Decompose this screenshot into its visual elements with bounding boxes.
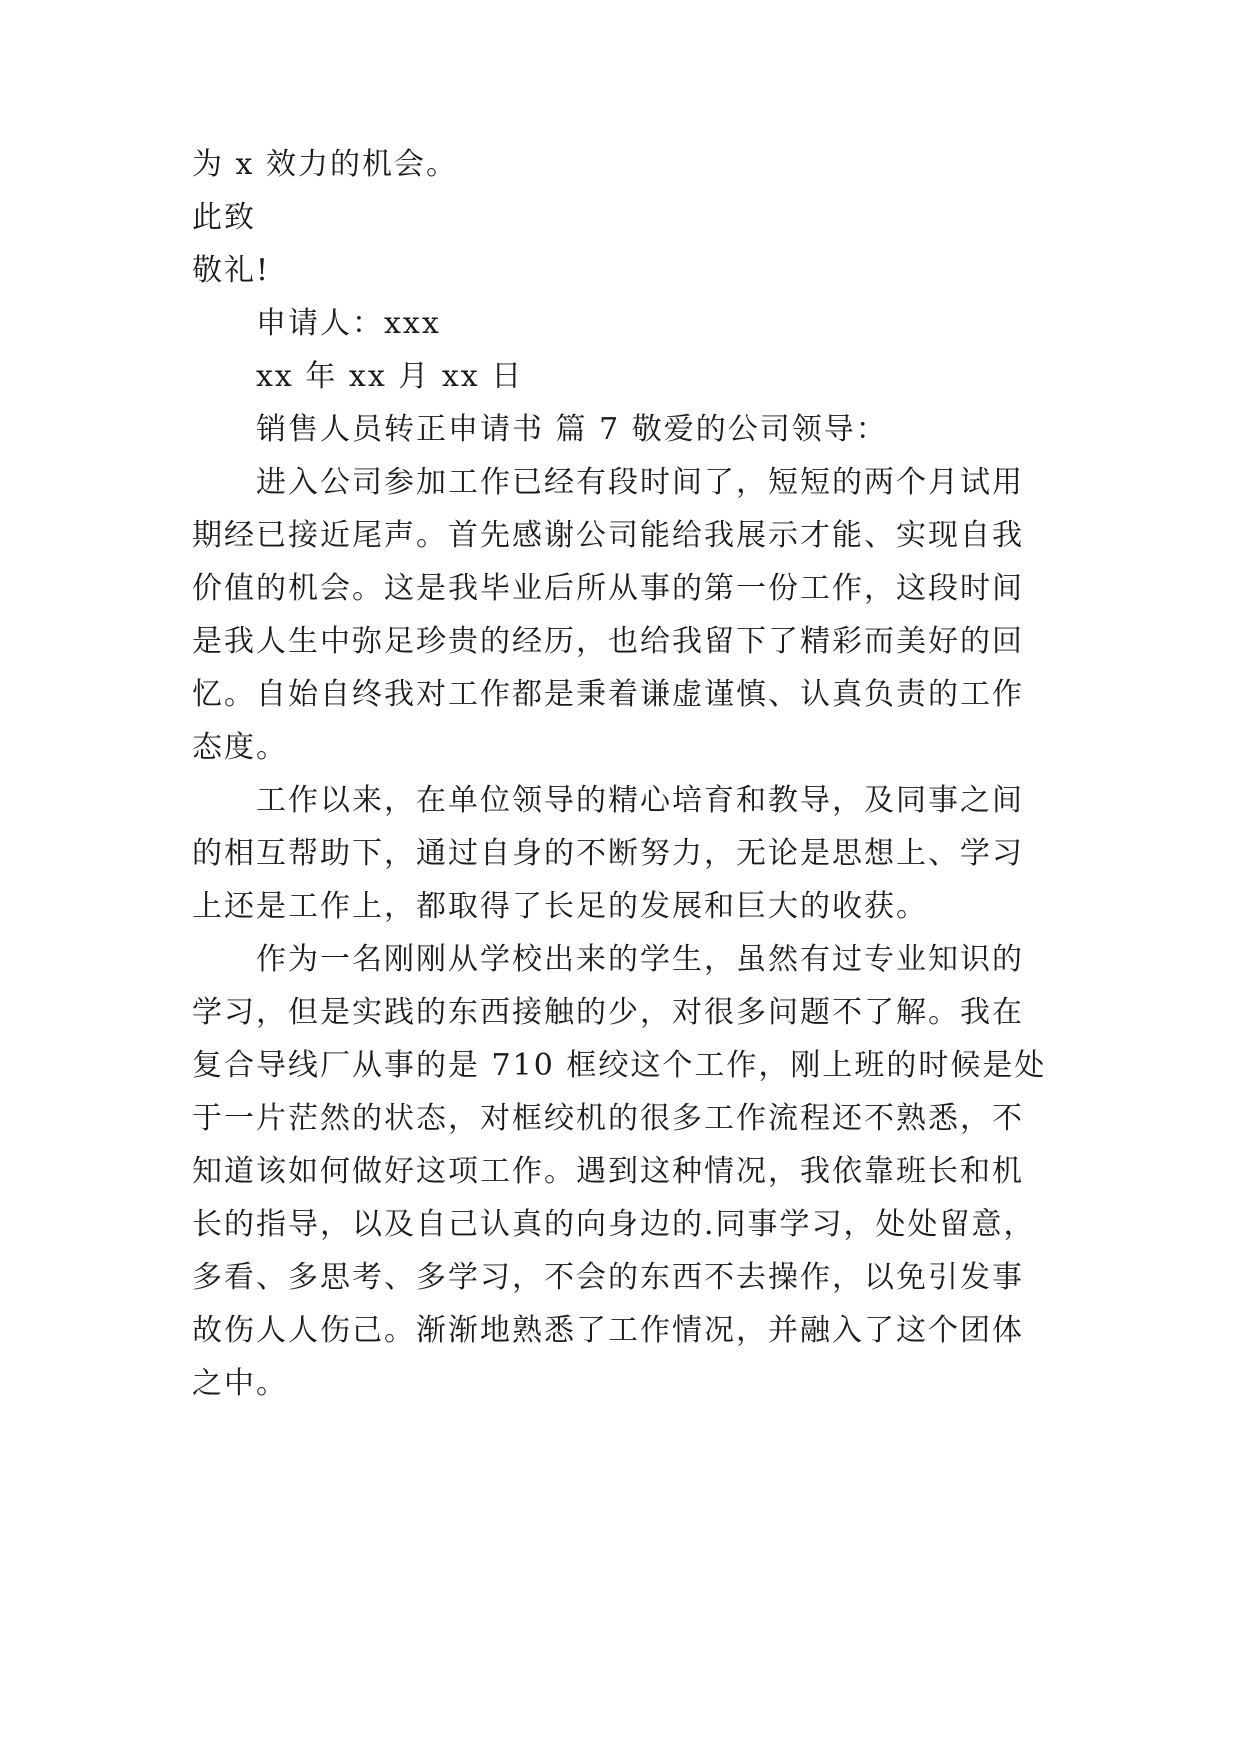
section-heading: 销售人员转正申请书 篇 7 敬爱的公司领导： (256, 412, 888, 447)
paragraph-line: 复合导线厂从事的是 710 框绞这个工作，刚上班的时候是处 (192, 1048, 1047, 1083)
paragraph-line: 学习，但是实践的东西接触的少，对很多问题不了解。我在 (192, 995, 1024, 1030)
paragraph-line: 多看、多思考、多学习，不会的东西不去操作，以免引发事 (192, 1260, 1024, 1295)
paragraph-line: 的相互帮助下，通过自身的不断努力，无论是思想上、学习 (192, 836, 1024, 871)
applicant-line: 申请人：xxx (256, 306, 441, 341)
paragraph-line: 长的指导，以及自己认真的向身边的.同事学习，处处留意， (192, 1207, 1036, 1242)
text-line: 为 x 效力的机会。 (192, 147, 458, 182)
paragraph-line: 态度。 (192, 730, 288, 765)
paragraph-line: 故伤人人伤己。渐渐地熟悉了工作情况，并融入了这个团体 (192, 1313, 1024, 1348)
date-line: xx 年 xx 月 xx 日 (256, 359, 524, 394)
paragraph-line: 期经已接近尾声。首先感谢公司能给我展示才能、实现自我 (192, 518, 1024, 553)
paragraph-line: 工作以来，在单位领导的精心培育和教导，及同事之间 (256, 783, 1024, 818)
paragraph-line: 之中。 (192, 1366, 288, 1401)
salutation-line: 此致 (192, 200, 256, 235)
paragraph-line: 知道该如何做好这项工作。遇到这种情况，我依靠班长和机 (192, 1154, 1024, 1189)
salutation-line: 敬礼! (192, 253, 271, 288)
paragraph-line: 价值的机会。这是我毕业后所从事的第一份工作，这段时间 (192, 571, 1024, 606)
paragraph-line: 是我人生中弥足珍贵的经历，也给我留下了精彩而美好的回 (192, 624, 1024, 659)
paragraph-line: 忆。自始自终我对工作都是秉着谦虚谨慎、认真负责的工作 (192, 677, 1024, 712)
paragraph-line: 上还是工作上，都取得了长足的发展和巨大的收获。 (192, 889, 928, 924)
paragraph-line: 于一片茫然的状态，对框绞机的很多工作流程还不熟悉，不 (192, 1101, 1024, 1136)
paragraph-line: 作为一名刚刚从学校出来的学生，虽然有过专业知识的 (256, 942, 1024, 977)
paragraph-line: 进入公司参加工作已经有段时间了，短短的两个月试用 (256, 465, 1024, 500)
